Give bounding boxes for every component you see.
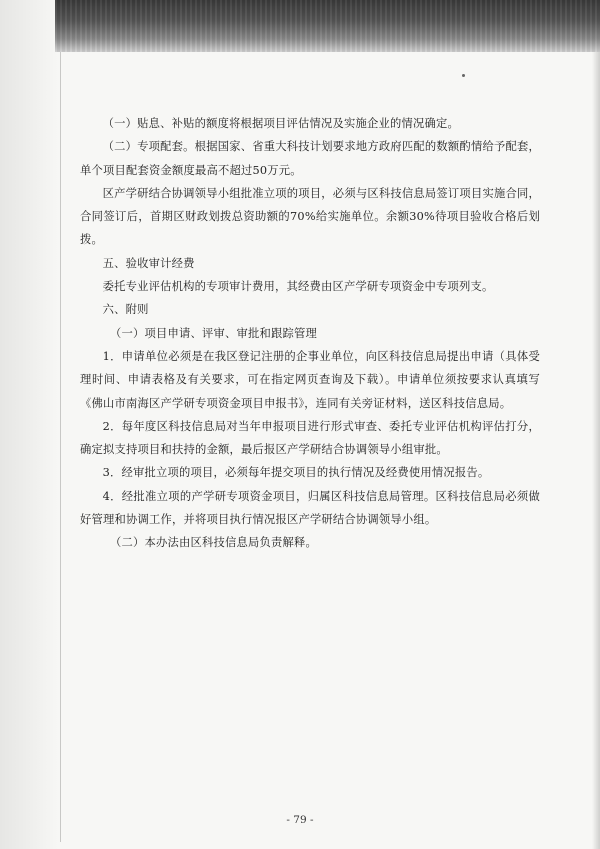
subsection-heading-management: （一）项目申请、评审、审批和跟踪管理 (110, 326, 317, 340)
scan-left-margin (0, 0, 58, 849)
paragraph-item-3: 3．经审批立项的项目，必须每年提交项目的执行情况及经费使用情况报告。 (102, 466, 490, 480)
page-number: - 79 - (286, 814, 314, 826)
paragraph-item-2: 2．每年度区科技信息局对当年申报项目进行形式审查、委托专业评估机构评估打分，确定拟支持项目和扶持的金额，最后报区产学研结合协调领导小组审批。 (80, 419, 540, 457)
scan-speck (462, 74, 465, 77)
scan-binding-line (60, 52, 61, 842)
paragraph-interpretation: （二）本办法由区科技信息局负责解释。 (110, 536, 317, 550)
paragraph-subsidy-amount: （一）贴息、补贴的额度将根据项目评估情况及实施企业的情况确定。 (102, 117, 460, 130)
paragraph-item-4: 4．经批准立项的产学研专项资金项目，归属区科技信息局管理。区科技信息局必须做好管理和协调工作，并将项目执行情况报区产学研结合协调领导小组。 (80, 489, 540, 527)
document-body (80, 112, 540, 555)
paragraph-matching-funds: （二）专项配套。根据国家、省重大科技计划要求地方政府匹配的数额酌情给予配套，单个项目配套资金额度最高不超过50万元。 (80, 140, 540, 177)
paragraph-audit-fees: 委托专业评估机构的专项审计费用，其经费由区产学研专项资金中专项列支。 (102, 280, 494, 294)
section-heading-supplementary: 六、附则 (102, 303, 149, 317)
paragraph-item-1: 1．申请单位必须是在我区登记注册的企事业单位，向区科技信息局提出申请（具体受理时间、申请表格及有关要求，可在指定网页查询及下载）。申请单位须按要求认真填写《佛山市南海区产学研专项资金项目申报书》，连同有关旁证材料，送区科技信息局。 (80, 349, 540, 410)
section-heading-audit: 五、验收审计经费 (102, 256, 195, 270)
scan-top-shadow (55, 0, 600, 52)
scan-right-edge (592, 52, 600, 849)
paragraph-contract-funding: 区产学研结合协调领导小组批准立项的项目，必须与区科技信息局签订项目实施合同，合同签订后，首期区财政划拨总资助额的70%给实施单位。余额30%待项目验收合格后划拨。 (80, 186, 540, 247)
